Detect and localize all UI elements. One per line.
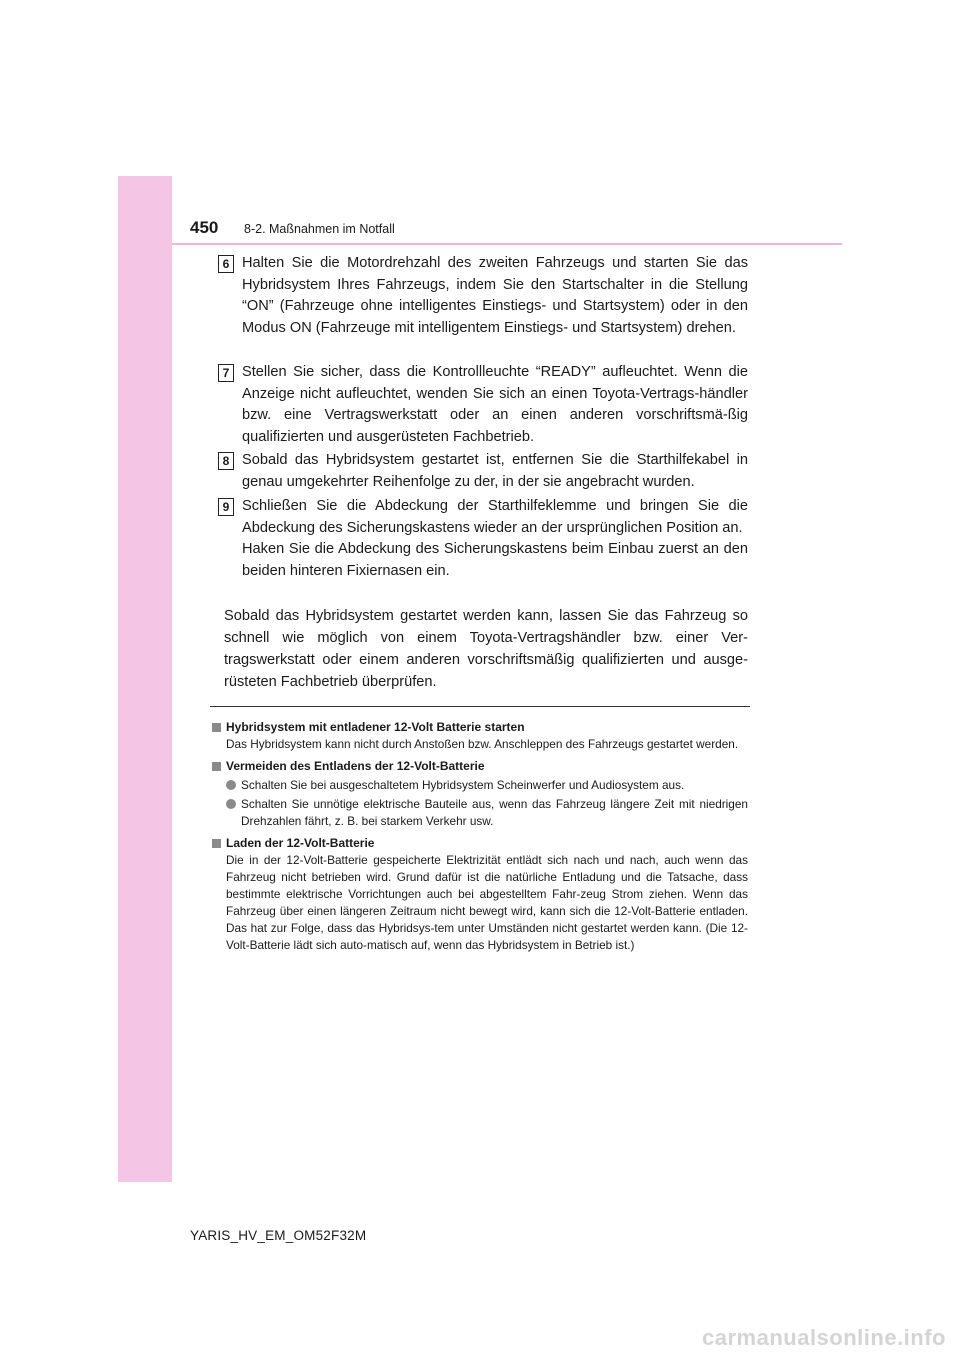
note-heading-text: Laden der 12-Volt-Batterie: [226, 836, 375, 850]
page-number: 450: [190, 218, 219, 237]
note-bullet-text: Schalten Sie unnötige elektrische Bauteile aus, wenn das Fahrzeug längere Zeit mit niedrigen Drehzahlen fährt, z. B. bei starkem Verkehr usw.: [241, 797, 748, 828]
header-rule: [172, 243, 842, 245]
note-bullet: [226, 777, 748, 794]
note-heading-text: Vermeiden des Entladens der 12-Volt-Batterie: [226, 759, 485, 773]
section-title: 8-2. Maßnahmen im Notfall: [244, 222, 395, 236]
circle-bullet-icon: [226, 799, 236, 809]
note-bullet: [226, 796, 748, 830]
note-bullet-text: Schalten Sie bei ausgeschaltetem Hybridsystem Scheinwerfer und Audiosystem aus.: [241, 778, 685, 792]
notes-divider: [210, 706, 750, 707]
step-text: Stellen Sie sicher, dass die Kontrollleuchte “READY” aufleuchtet. Wenn die Anzeige nicht aufleuchtet, wenden Sie sich an einen Toyota-Vertrags-händler bzw. eine Vertragswerkstatt oder an einen anderen vorschriftsmä-ßig qualifizierten und ausgerüsteten Fachbetrieb.: [242, 364, 748, 445]
note-heading-text: Hybridsystem mit entladener 12-Volt Batterie starten: [226, 720, 525, 734]
circle-bullet-icon: [226, 780, 236, 790]
step-7: [218, 362, 748, 448]
closing-paragraph: Sobald das Hybridsystem gestartet werden kann, lassen Sie das Fahrzeug so schnell wie möglich von einem Toyota-Vertragshändler bzw. einer Ver-tragswerkstatt oder einem anderen vorschriftsmäßig qualifizierten und ausge-rüsteten Fachbetrieb überprüfen.: [224, 608, 748, 690]
chapter-sidebar-band: [118, 176, 172, 1182]
square-bullet-icon: [212, 723, 221, 732]
step-8: [218, 450, 748, 493]
step-number-badge: 8: [218, 452, 234, 470]
step-main-text: Schließen Sie die Abdeckung der Starthilfeklemme und bringen Sie die Abdeckung des Sicherungskastens wieder an der ursprünglichen Position an.: [242, 498, 748, 536]
note-body: Die in der 12-Volt-Batterie gespeicherte Elektrizität entlädt sich nach und nach, auch wenn das Fahrzeug nicht betrieben wird. Grund dafür ist die natürliche Entladung und die Tatsache, dass bestimmte elektrische Vorrichtungen auch bei abgestelltem Fahr-zeug Strom ziehen. Wenn das Fahrzeug über einen längeren Zeitraum nicht bewegt wird, kann sich die 12-Volt-Batterie entladen. Das hat zur Folge, dass das Hybridsys-tem unter Umständen nicht gestartet werden kann. (Die 12-Volt-Batterie lädt sich auto-matisch auf, wenn das Hybridsystem in Betrieb ist.): [226, 853, 748, 952]
watermark: carmanualsonline.info: [702, 1325, 946, 1350]
step-9: [218, 496, 748, 582]
step-sub-note: Haken Sie die Abdeckung des Sicherungskastens beim Einbau zuerst an den beiden hinteren Fixiernasen ein.: [242, 541, 748, 579]
step-6: [218, 253, 748, 339]
step-text: [242, 496, 748, 582]
notes-section: [212, 714, 748, 954]
step-text: Sobald das Hybridsystem gestartet ist, entfernen Sie die Starthilfekabel in genau umgekehrter Reihenfolge zu der, in der sie angebracht wurden.: [242, 452, 748, 490]
step-text: Halten Sie die Motordrehzahl des zweiten Fahrzeugs und starten Sie das Hybridsystem Ihres Fahrzeugs, indem Sie den Startschalter in die Stellung “ON” (Fahrzeuge ohne intelligentes Einstiegs- und Startsystem) oder in den Modus ON (Fahrzeuge mit intelligentem Einstiegs- und Startsystem) drehen.: [242, 255, 748, 336]
square-bullet-icon: [212, 839, 221, 848]
note-heading: [212, 835, 748, 852]
note-heading: [212, 719, 748, 736]
note-body: Das Hybridsystem kann nicht durch Anstoßen bzw. Anschleppen des Fahrzeugs gestartet werden.: [226, 737, 739, 751]
manual-code-footer: YARIS_HV_EM_OM52F32M: [190, 1228, 367, 1243]
step-number-badge: 9: [218, 498, 234, 516]
square-bullet-icon: [212, 762, 221, 771]
note-heading: [212, 758, 748, 775]
step-number-badge: 7: [218, 364, 234, 382]
step-number-badge: 6: [218, 255, 234, 273]
